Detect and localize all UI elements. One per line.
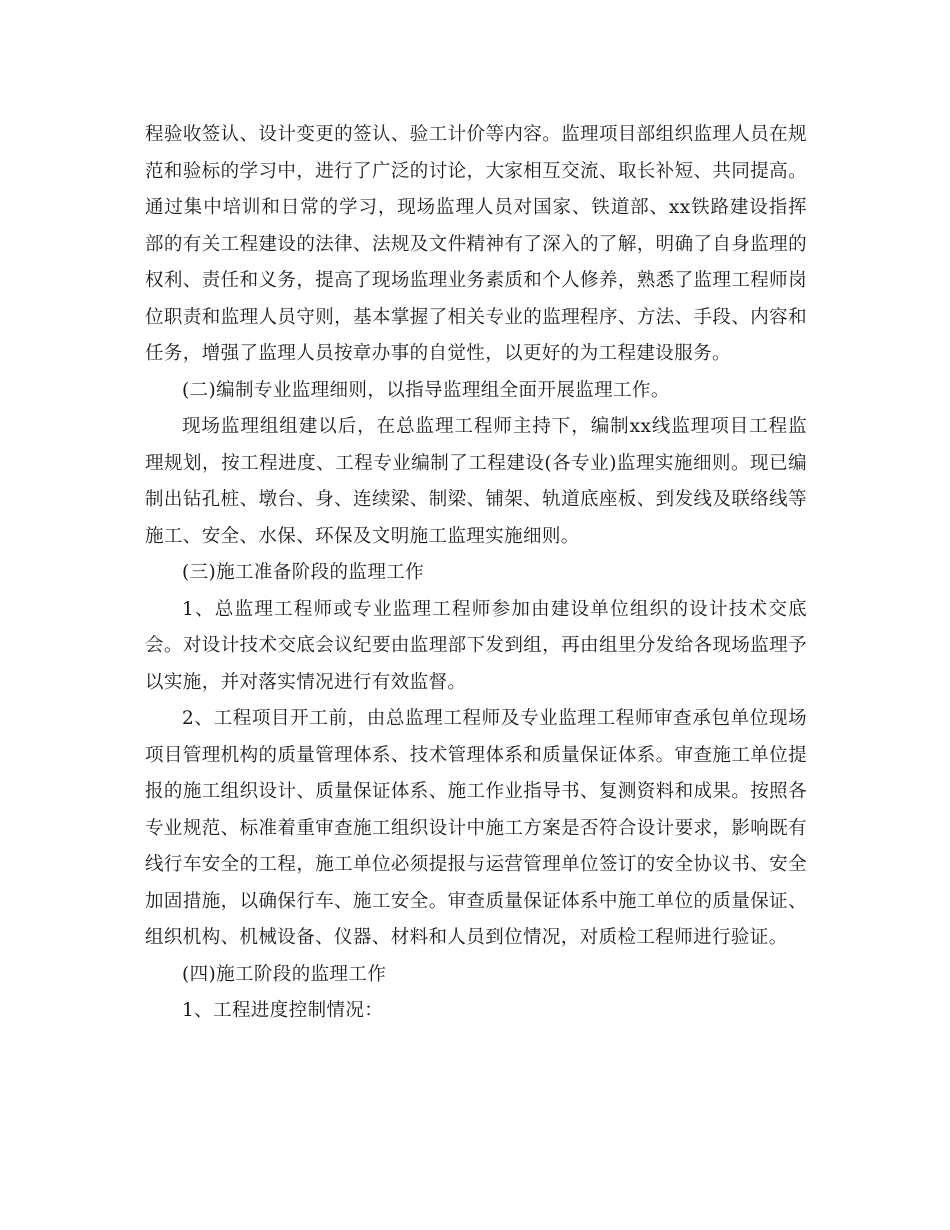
section-heading-2: (二)编制专业监理细则，以指导监理组全面开展监理工作。 [182,379,670,401]
paragraph-continuation: 程验收签认、设计变更的签认、验工计价等内容。监理项目部组织监理人员在规范和验标的学习中，进行了广泛的讨论，大家相互交流、取长补短、共同提高。通过集中培训和日常的学习，现场监理人员对国家、铁道部、xx铁路建设指挥部的有关工程建设的法律、法规及文件精神有了深入的了解，明确了自身监理的权利、责任和义务，提高了现场监理业务素质和个人修养，熟悉了监理工程师岗位职责和监理人员守则，基本掌握了相关专业的监理程序、方法、手段、内容和任务，增强了监理人员按章办事的自觉性，以更好的为工程建设服务。 [145,124,807,364]
list-item: 2、工程项目开工前，由总监理工程师及专业监理工程师审查承包单位现场项目管理机构的质量管理体系、技术管理体系和质量保证体系。审查施工单位提报的施工组织设计、质量保证体系、施工作业指导书、复测资料和成果。按照各专业规范、标准着重审查施工组织设计中施工方案是否符合设计要求，影响既有线行车安全的工程，施工单位必须提报与运营管理单位签订的安全协议书、安全加固措施，以确保行车、施工安全。审查质量保证体系中施工单位的质量保证、组织机构、机械设备、仪器、材料和人员到位情况，对质检工程师进行验证。 [145,708,807,948]
section-heading-4: (四)施工阶段的监理工作 [182,963,387,985]
document-body [145,117,807,1030]
paragraph: 现场监理组组建以后，在总监理工程师主持下，编制xx线监理项目工程监理规划，按工程进度、工程专业编制了工程建设(各专业)监理实施细则。现已编制出钻孔桩、墩台、身、连续梁、制梁、铺架、轨道底座板、到发线及联络线等施工、安全、水保、环保及文明施工监理实施细则。 [145,416,807,547]
list-item: 1、工程进度控制情况： [182,1000,384,1021]
list-item: 1、总监理工程师或专业监理工程师参加由建设单位组织的设计技术交底会。对设计技术交底会议纪要由监理部下发到组，再由组里分发给各现场监理予以实施，并对落实情况进行有效监督。 [145,598,807,693]
section-heading-3: (三)施工准备阶段的监理工作 [182,562,425,583]
